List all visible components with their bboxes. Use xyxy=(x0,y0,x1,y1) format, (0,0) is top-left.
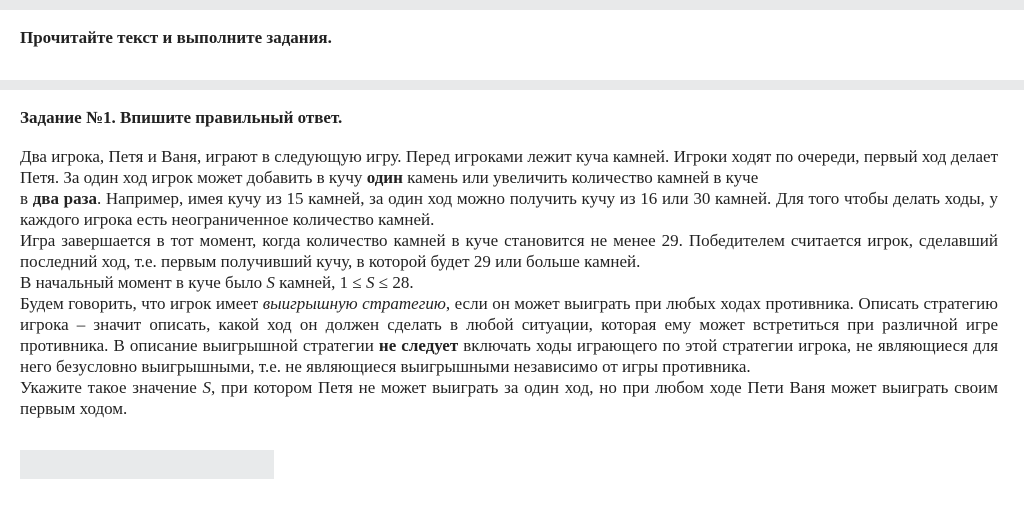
task-text: , при котором Петя не может выиграть за один ход, но при любом ходе Пети Ваня может выиграть своим первым ходом. xyxy=(20,378,998,418)
emphasis-one: один xyxy=(366,168,403,187)
task-text: ≤ 28. xyxy=(374,273,414,292)
variable-s: S xyxy=(366,273,375,292)
instruction-text: Прочитайте текст и выполните задания. xyxy=(20,28,332,47)
task-paragraph-2: Игра завершается в тот момент, когда количество камней в куче становится не менее 29. Победителем считается игрок, сделавший последний ход, т.е. первым получивший кучу, в которой будет 29 или больше камней. xyxy=(20,231,998,271)
task-text: В начальный момент в куче было xyxy=(20,273,267,292)
variable-s: S xyxy=(202,378,212,397)
task-text: , если он может выиграть при любых ходах противника. Описать стратегию игрока – значит описать, какой ход он должен сделать в любой ситуации, которая ему может встретиться при различной игре противника. В описание выигрышной стратегии xyxy=(20,294,998,355)
answer-input[interactable] xyxy=(20,450,274,479)
task-paragraph-3 xyxy=(20,272,998,293)
section-divider xyxy=(0,80,1024,90)
task-paragraph-4 xyxy=(20,293,998,377)
task-paragraph-1 xyxy=(20,146,998,230)
top-divider xyxy=(0,0,1024,10)
variable-s: S xyxy=(266,273,275,292)
emphasis-two-times: два раза xyxy=(32,189,97,208)
task-text: в xyxy=(20,189,33,208)
task-text: камень или увеличить количество камней в куче xyxy=(402,168,759,187)
task-text: . Например, имея кучу из 15 камней, за один ход можно получить кучу из 16 или 30 камней. Для того чтобы делать ходы, у каждого игрока есть неограниченное количество камней. xyxy=(20,189,998,229)
task-text: включать ходы играющего по этой стратегии игрока, не являющиеся для него безусловно выигрышными, т.е. не являющиеся выигрышными независимо от игры противника. xyxy=(20,336,999,376)
task-text: камней, 1 ≤ xyxy=(274,273,366,292)
emphasis-winning-strategy: выигрышную стратегию xyxy=(262,294,446,313)
task-paragraph-5 xyxy=(20,377,998,419)
task-text: Два игрока, Петя и Ваня, играют в следующую игру. Перед игроками лежит куча камней. Игроки ходят по очереди, первый ход делает Петя. За один ход игрок может добавить в кучу xyxy=(20,147,998,187)
task-text: Укажите такое значение xyxy=(20,378,203,397)
emphasis-should-not: не следует xyxy=(378,336,459,355)
task-text: Будем говорить, что игрок имеет xyxy=(20,294,263,313)
task-heading: Задание №1. Впишите правильный ответ. xyxy=(20,108,343,127)
task-body xyxy=(20,146,998,419)
